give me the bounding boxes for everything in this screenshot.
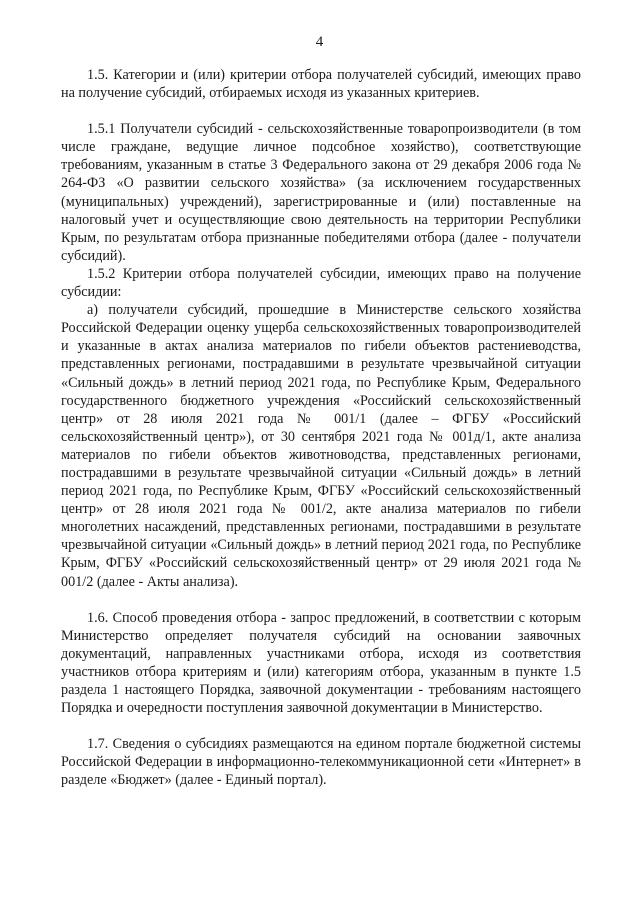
- document-body: [61, 66, 581, 789]
- paragraph-1-5-2-a: а) получатели субсидий, прошедшие в Министерстве сельского хозяйства Российской Федерации оценку ущерба сельскохозяйственных товаропроизводителей и указанные в актах анализа материалов по гибели объектов растениеводства, представленных регионами, пострадавшими в результате чрезвычайной ситуации «Сильный дождь» в летний период 2021 года, по Республике Крым, Федерального государственного бюджетного учреждения «Российский сельскохозяйственный центр» от 28 июля 2021 года № 001/1 (далее – ФГБУ «Российский сельскохозяйственный центр»), от 30 сентября 2021 года № 001д/1, акте анализа материалов по гибели объектов животноводства, представленных регионами, пострадавшими в результате чрезвычайной ситуации «Сильный дождь» в летний период 2021 года, по Республике Крым, ФГБУ «Российский сельскохозяйственный центр» от 28 июля 2021 года № 001/2, акте анализа материалов по гибели многолетних насаждений, представленных регионами, пострадавшими в результате чрезвычайной ситуации «Сильный дождь» в летний период 2021 года, по Республике Крым, ФГБУ «Российский сельскохозяйственный центр» от 29 июля 2021 года № 001/2 (далее - Акты анализа).: [61, 302, 581, 590]
- paragraph-1-6: 1.6. Способ проведения отбора - запрос предложений, в соответствии с которым Министерство определяет получателя субсидий на основании заявочных документаций, направленных участниками отбора, исходя из соответствия участников отбора критериям и (или) категориям отбора, указанным в пункте 1.5 раздела 1 настоящего Порядка, заявочной документации - требованиям настоящего Порядка и очередности поступления заявочной документации в Министерство.: [61, 609, 581, 717]
- page-number: 4: [315, 34, 324, 50]
- paragraph-1-5-1: 1.5.1 Получатели субсидий - сельскохозяйственные товаропроизводители (в том числе граждане, ведущие личное подсобное хозяйство), соответствующие требованиям, указанным в статье 3 Федерального закона от 29 декабря 2006 года № 264-ФЗ «О развитии сельского хозяйства» (за исключением государственных (муниципальных) учреждений), зарегистрированные и (или) поставленные на налоговый учет и осуществляющие свою деятельность на территории Республики Крым, по результатам отбора признанные победителями отбора (далее - получатели субсидий).: [61, 121, 581, 264]
- paragraph-1-7: 1.7. Сведения о субсидиях размещаются на едином портале бюджетной системы Российской Федерации в информационно-телекоммуникационной сети «Интернет» в разделе «Бюджет» (далее - Единый портал).: [61, 736, 581, 789]
- paragraph-1-5: 1.5. Категории и (или) критерии отбора получателей субсидий, имеющих право на получение субсидий, отбираемых исходя из указанных критериев.: [61, 67, 581, 102]
- paragraph-1-5-2: 1.5.2 Критерии отбора получателей субсидии, имеющих право на получение субсидии:: [61, 265, 581, 301]
